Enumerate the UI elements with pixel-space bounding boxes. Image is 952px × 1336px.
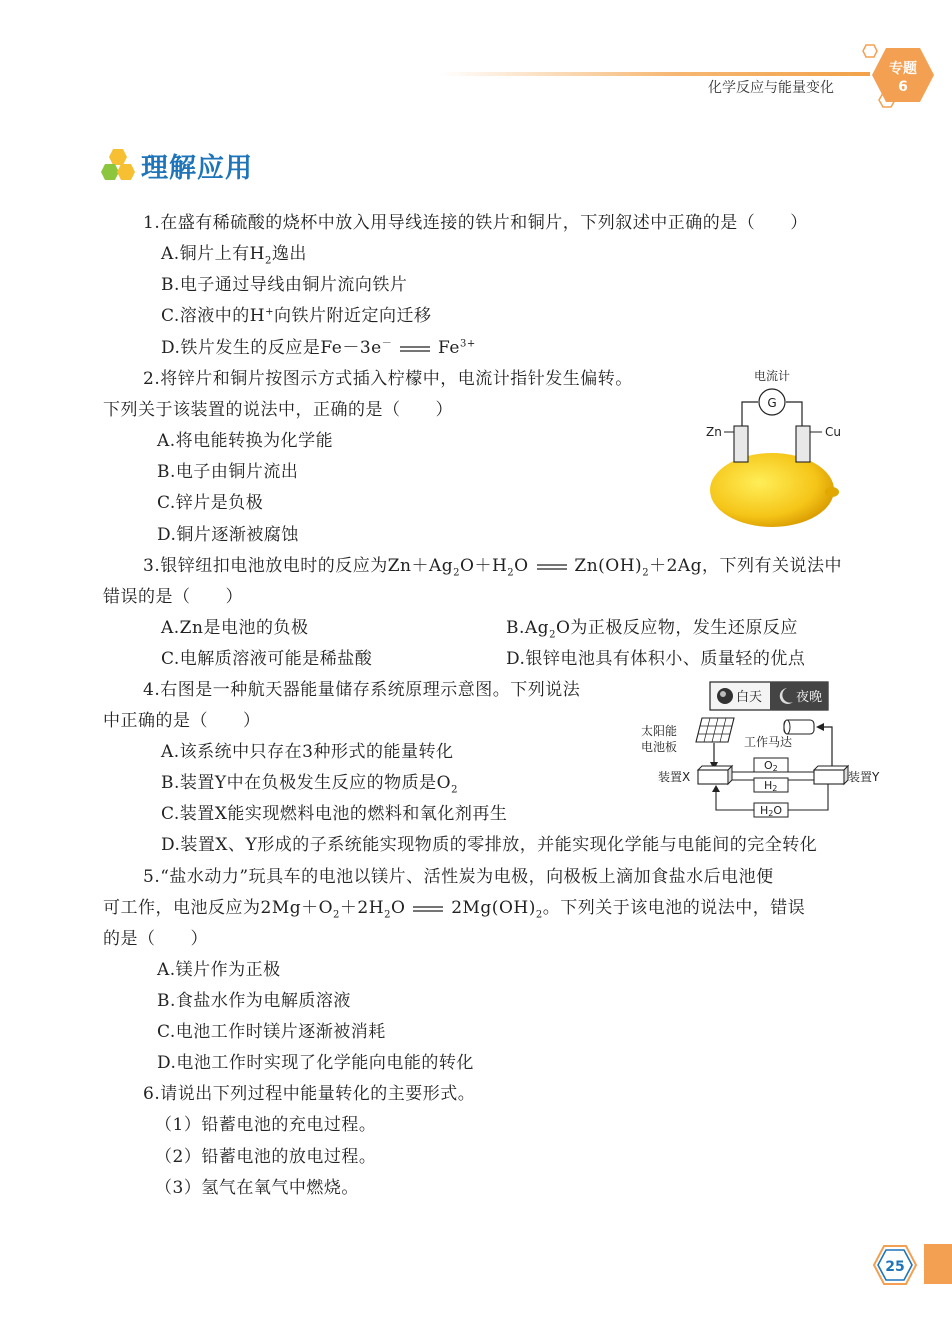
zn-label: Zn: [706, 425, 722, 439]
device-y-label: 装置Y: [848, 770, 880, 784]
q3-option-c: C.电解质溶液可能是稀盐酸: [161, 649, 373, 669]
chapter-badge-label: 专题: [889, 61, 917, 77]
hexagon-decoration-icon: [878, 92, 896, 108]
header-rule: [440, 72, 870, 76]
wire-right: [786, 402, 802, 426]
chapter-badge-number: 6: [898, 79, 908, 95]
lemon-tip: [825, 487, 839, 497]
h2-label: H2: [764, 779, 778, 793]
q3-option-b: $B.Ag_2O$为正极反应物，发生还原反应: [506, 618, 798, 641]
section-hexagon-icon: [100, 148, 136, 182]
zinc-electrode: [734, 426, 748, 462]
night-label: 夜晚: [796, 690, 823, 705]
q4-option-b: B.装置Y中在负极发生反应的物质是$O_2$: [161, 773, 458, 796]
equals-sign-icon: [535, 563, 569, 571]
device-x-label: 装置X: [658, 770, 691, 784]
page-number-badge: [872, 1244, 918, 1286]
q5-option-b: B.食盐水作为电解质溶液: [157, 991, 351, 1011]
q2-option-a: A.将电能转换为化学能: [157, 431, 334, 451]
device-y-icon: [814, 766, 848, 784]
solar-label-line1: 太阳能: [641, 724, 678, 738]
q4-stem-line2: 中正确的是（ ）: [103, 711, 261, 731]
q5-stem-line3: 的是（ ）: [103, 929, 208, 949]
q2-stem-line1: 2.将锌片和铜片按图示方式插入柠檬中，电流计指针发生偏转。: [143, 369, 633, 389]
q2-option-b: B.电子由铜片流出: [157, 462, 299, 482]
q5-stem-line2: 可工作，电池反应为$2Mg+O_2+2H_2O$ $2Mg(OH)_2$。下列关于该电池的说法中，错误: [103, 898, 806, 921]
q1-stem: 1.在盛有稀硫酸的烧杯中放入用导线连接的铁片和铜片，下列叙述中正确的是（ ）: [143, 213, 808, 233]
equals-sign-icon: [398, 345, 432, 353]
lemon-shape: [710, 453, 834, 527]
device-x-icon: [698, 766, 732, 784]
q6-item-2: （2）铅蓄电池的放电过程。: [155, 1147, 377, 1167]
q1-option-c: C.溶液中的H+向铁片附近定向迁移: [161, 306, 432, 326]
q4-option-a: A.该系统中只存在3种形式的能量转化: [161, 742, 454, 762]
q1-option-d: D.铁片发生的反应是Fe－3e－ $Fe^{3+}$: [161, 338, 476, 358]
ammeter-symbol: G: [767, 396, 777, 410]
q3-stem-line1: 3.银锌纽扣电池放电时的反应为$Zn+Ag_2O+H_2O$ $Zn(OH)_2+2Ag$，下列有关说法中: [143, 556, 843, 579]
day-label: 白天: [736, 690, 763, 705]
q6-item-1: （1）铅蓄电池的充电过程。: [155, 1115, 377, 1135]
q5-option-a: A.镁片作为正极: [157, 960, 281, 980]
q4-option-d: D.装置X、Y形成的子系统能实现物质的零排放，并能实现化学能与电能间的完全转化: [161, 835, 818, 855]
q3-stem-line2: 错误的是（ ）: [103, 587, 243, 607]
h2o-label: H2O: [760, 804, 783, 818]
q2-option-c: C.锌片是负极: [157, 493, 264, 513]
o2-label: O2: [764, 759, 778, 773]
q3-option-a: A.Zn是电池的负极: [161, 618, 309, 638]
chapter-title: 化学反应与能量变化: [708, 80, 834, 96]
q6-item-3: （3）氢气在氧气中燃烧。: [155, 1178, 359, 1198]
ammeter-label: 电流计: [753, 369, 791, 383]
lemon-battery-figure: [696, 362, 856, 530]
solar-label-line2: 电池板: [641, 740, 678, 754]
q4-stem-line1: 4.右图是一种航天器能量储存系统原理示意图。下列说法: [143, 680, 581, 700]
solar-panel-icon: [696, 718, 734, 742]
motor-label: 工作马达: [744, 735, 793, 749]
q5-option-d: D.电池工作时实现了化学能向电能的转化: [157, 1053, 474, 1073]
q2-stem-line2: 下列关于该装置的说法中，正确的是（ ）: [103, 400, 453, 420]
q1-option-b: B.电子通过导线由铜片流向铁片: [161, 275, 408, 295]
motor-icon: [784, 720, 814, 734]
energy-storage-diagram: [636, 680, 888, 828]
wire-left: [742, 402, 758, 426]
q5-stem-line1: 5.“盐水动力”玩具车的电池以镁片、活性炭为电极，向极板上滴加食盐水后电池便: [143, 867, 774, 887]
page-number: 25: [885, 1259, 905, 1275]
copper-electrode: [796, 426, 810, 462]
section-title: 理解应用: [141, 153, 253, 184]
q1-option-a: A.铜片上有$H_2$逸出: [161, 244, 307, 267]
page-tab: [924, 1244, 952, 1284]
q3-option-d: D.银锌电池具有体积小、质量轻的优点: [506, 649, 806, 669]
equals-sign-icon: [411, 905, 445, 913]
q5-option-c: C.电池工作时镁片逐渐被消耗: [157, 1022, 386, 1042]
cu-label: Cu: [825, 425, 841, 439]
q2-option-d: D.铜片逐渐被腐蚀: [157, 525, 299, 545]
q4-option-c: C.装置X能实现燃料电池的燃料和氧化剂再生: [161, 804, 508, 824]
q6-stem: 6.请说出下列过程中能量转化的主要形式。: [143, 1084, 476, 1104]
